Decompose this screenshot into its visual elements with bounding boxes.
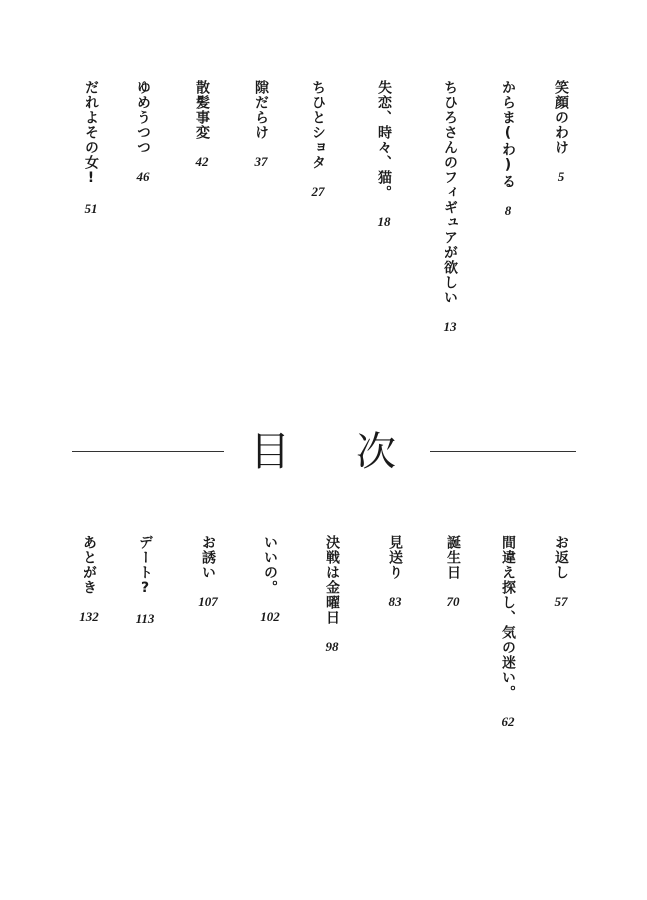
- toc-entry-title: 失恋、時々、猫。: [376, 80, 392, 200]
- toc-entry-title: 見送り: [387, 535, 403, 580]
- toc-entry-title: お誘い: [200, 535, 216, 580]
- toc-entry-title: 誕生日: [445, 535, 461, 580]
- toc-entry-page: 18: [377, 214, 391, 229]
- toc-entry-page: 8: [504, 203, 512, 218]
- toc-entry: [78, 535, 100, 625]
- toc-entry-page: 5: [557, 169, 565, 184]
- heading-char-2: 次: [356, 429, 396, 475]
- toc-entry-page: 62: [501, 714, 515, 729]
- toc-entry: [550, 80, 572, 185]
- toc-entry-title: だれよその女!: [83, 80, 99, 187]
- toc-entry-page: 83: [388, 594, 402, 609]
- toc-entry: [439, 80, 461, 335]
- toc-entry: [321, 535, 343, 655]
- toc-entry: [497, 80, 519, 219]
- toc-entry-title: 決戦は金曜日: [324, 535, 340, 625]
- toc-entry-page: 132: [79, 609, 99, 624]
- toc-entry: [497, 535, 519, 730]
- toc-entry-page: 107: [198, 594, 218, 609]
- toc-entry: [80, 80, 102, 217]
- toc-entry-title: 笑顔のわけ: [553, 80, 569, 155]
- toc-entry-page: 51: [84, 201, 98, 216]
- toc-entry-title: デート?: [137, 535, 153, 597]
- toc-entry-page: 42: [195, 154, 209, 169]
- toc-entry: [384, 535, 406, 610]
- toc-entry-page: 98: [325, 639, 339, 654]
- toc-entry: [307, 80, 329, 200]
- toc-entry: [442, 535, 464, 610]
- toc-entry: [134, 535, 156, 627]
- toc-entry: [250, 80, 272, 170]
- toc-entry-title: 間違え探し、気の迷い。: [500, 535, 516, 700]
- toc-entry-title: 隙だらけ: [253, 80, 269, 140]
- toc-entry: [373, 80, 395, 230]
- toc-entry-page: 46: [136, 169, 150, 184]
- heading-rule-right: [430, 451, 576, 452]
- heading-char-1: 目: [250, 429, 290, 475]
- toc-entry-page: 102: [260, 609, 280, 624]
- toc-entry: [197, 535, 219, 610]
- toc-entry-title: あとがき: [81, 535, 97, 595]
- toc-entry: [132, 80, 154, 185]
- heading-rule-left: [72, 451, 224, 452]
- toc-entry-title: からま(わ)る: [500, 80, 516, 189]
- toc-entry-title: いいの。: [262, 535, 278, 595]
- toc-entry-page: 70: [446, 594, 460, 609]
- toc-entry-page: 27: [311, 184, 325, 199]
- toc-entry: [259, 535, 281, 625]
- toc-entry-page: 57: [554, 594, 568, 609]
- toc-entry-page: 13: [443, 319, 457, 334]
- toc-entry-title: お返し: [553, 535, 569, 580]
- toc-entry: [550, 535, 572, 610]
- toc-entry-title: ゆめうつつ: [135, 80, 151, 155]
- toc-entry-page: 113: [135, 611, 155, 626]
- toc-entry-page: 37: [254, 154, 268, 169]
- toc-entry-title: 散髪事変: [194, 80, 210, 140]
- toc-entry-title: ちひろさんのフィギュアが欲しい: [442, 80, 458, 305]
- toc-entry-title: ちひとショタ: [310, 80, 326, 170]
- toc-entry: [191, 80, 213, 170]
